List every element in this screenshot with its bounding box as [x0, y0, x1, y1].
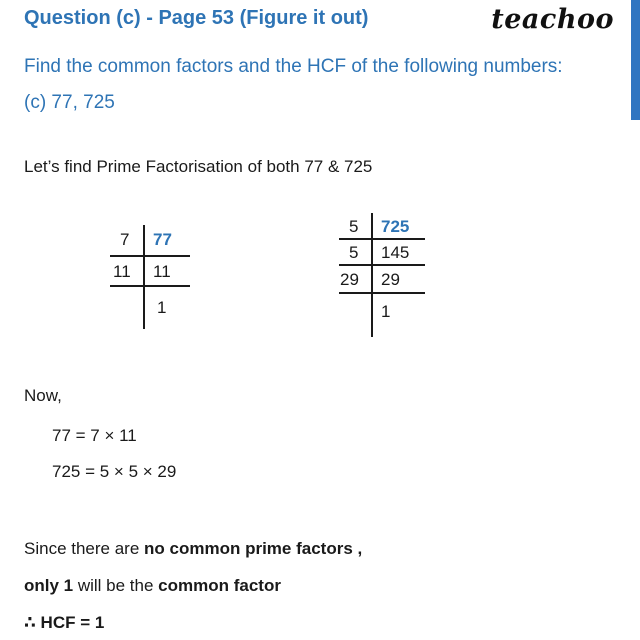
divisor-cell: 11 [113, 262, 131, 281]
dividend-cell: 145 [381, 243, 410, 262]
conclusion-emphasis: common factor [158, 576, 281, 595]
dividend-cell: 1 [157, 298, 167, 317]
conclusion-line-2 [24, 576, 281, 596]
table-725-vertical-line [371, 213, 373, 337]
now-label: Now, [24, 386, 62, 405]
dividend-cell: 1 [381, 302, 391, 321]
question-prompt: Find the common factors and the HCF of the following numbers: [24, 56, 563, 77]
divisor-cell: 5 [349, 243, 359, 262]
page-title: Question (c) - Page 53 (Figure it out) [24, 7, 369, 29]
divisor-cell: 29 [340, 270, 359, 289]
table-77-vertical-line [143, 225, 145, 329]
divisor-cell: 5 [349, 217, 359, 236]
intro-text: Let’s find Prime Factorisation of both 77 & 725 [24, 157, 373, 176]
dividend-cell: 11 [153, 262, 171, 281]
conclusion-line-1 [24, 539, 362, 559]
divisor-cell: 7 [120, 230, 130, 249]
table-77-divider-line [110, 285, 190, 287]
teachoo-logo: teachoo [491, 4, 614, 35]
conclusion-emphasis: only 1 [24, 576, 74, 595]
conclusion-text: will be the [73, 576, 159, 595]
dividend-cell: 29 [381, 270, 400, 289]
dividend-cell: 725 [381, 217, 410, 236]
factorisation-725: 725 = 5 × 5 × 29 [52, 462, 177, 481]
table-725-divider-line [339, 292, 425, 294]
conclusion-text: Since there are [24, 539, 145, 558]
table-725-divider-line [339, 238, 425, 240]
conclusion-emphasis: no common prime factors , [144, 539, 363, 558]
table-725-divider-line [339, 264, 425, 266]
dividend-cell: 77 [153, 230, 172, 249]
table-77-divider-line [110, 255, 190, 257]
hcf-answer: ∴ HCF = 1 [24, 613, 105, 632]
question-part: (c) 77, 725 [24, 92, 115, 113]
scroll-accent-bar [631, 0, 640, 120]
factorisation-77: 77 = 7 × 11 [52, 426, 137, 445]
